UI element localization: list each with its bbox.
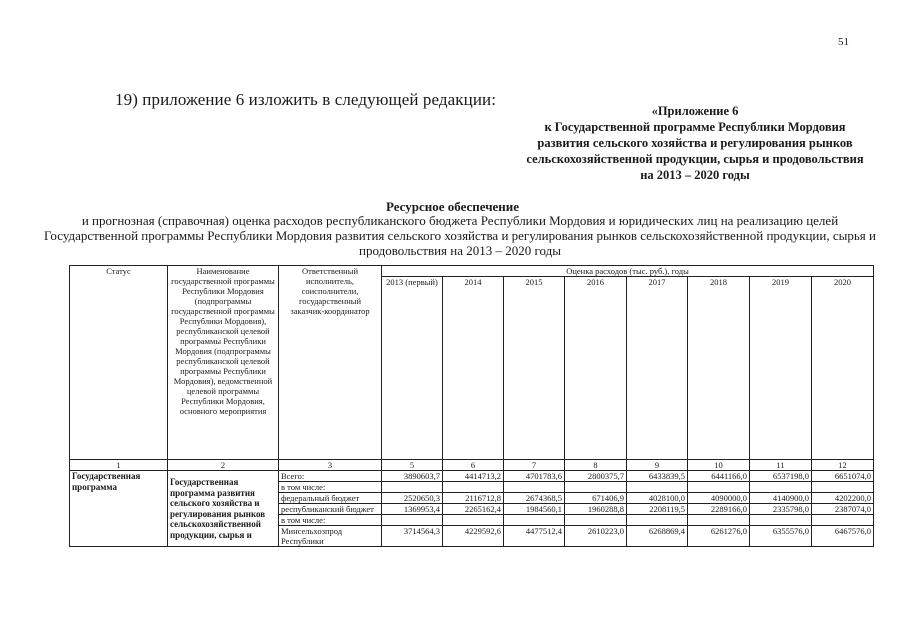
column-number: 5	[382, 460, 443, 471]
value-cell	[750, 515, 812, 526]
value-cell: 6537198,0	[750, 471, 812, 482]
value-cell: 2335798,0	[750, 504, 812, 515]
value-cell: 4140900,0	[750, 493, 812, 504]
header-name: Наименование государственной программы Республики Мордовия (подпрограммы государственной программы Республики Мордовия), республиканской целевой программы Республики Мордовия (подпрограммы республиканской целевой программы Республики Мордовия), ведомственной целевой программы Республики Мордовия, основного мероприятия	[168, 266, 279, 460]
value-cell	[688, 515, 750, 526]
header-year: 2016	[565, 277, 627, 460]
column-number-row	[70, 460, 874, 471]
appendix-line: на 2013 – 2020 годы	[640, 168, 750, 182]
value-cell: 3890603,7	[382, 471, 443, 482]
value-cell: 671406,9	[565, 493, 627, 504]
value-cell: 6261276,0	[688, 526, 750, 547]
value-cell: 2116712,8	[443, 493, 504, 504]
value-cell: 4701783,6	[504, 471, 565, 482]
value-cell: 4229592,6	[443, 526, 504, 547]
value-cell: 3714564,3	[382, 526, 443, 547]
value-cell	[565, 515, 627, 526]
column-number: 8	[565, 460, 627, 471]
value-cell: 6651074,0	[812, 471, 874, 482]
header-year: 2015	[504, 277, 565, 460]
column-number: 10	[688, 460, 750, 471]
program-status: Государственная программа	[70, 471, 168, 547]
value-cell	[565, 482, 627, 493]
value-cell: 2800375,7	[565, 471, 627, 482]
value-cell: 4090000,0	[688, 493, 750, 504]
resource-title: Ресурсное обеспечение	[385, 199, 520, 214]
header-estimate: Оценка расходов (тыс. руб.), годы	[382, 266, 874, 277]
value-cell	[443, 515, 504, 526]
column-number: 2	[168, 460, 279, 471]
column-number: 12	[812, 460, 874, 471]
value-cell: 6441166,0	[688, 471, 750, 482]
value-cell: 2520650,3	[382, 493, 443, 504]
header-row	[70, 266, 874, 277]
intro-line: 19) приложение 6 изложить в следующей редакции:	[115, 90, 497, 109]
resource-table	[69, 265, 874, 547]
row-label: в том числе:	[279, 482, 382, 493]
appendix-line: к Государственной программе Республики Мордовия	[544, 120, 846, 134]
value-cell: 1960288,8	[565, 504, 627, 515]
value-cell: 4477512,4	[504, 526, 565, 547]
column-number: 6	[443, 460, 504, 471]
value-cell	[382, 515, 443, 526]
page-number: 51	[838, 36, 849, 48]
header-year: 2013 (первый)	[382, 277, 443, 460]
row-label: республиканский бюджет	[279, 504, 382, 515]
value-cell: 2289166,0	[688, 504, 750, 515]
value-cell	[627, 482, 688, 493]
row-label: в том числе:	[279, 515, 382, 526]
header-year: 2020	[812, 277, 874, 460]
value-cell: 2387074,0	[812, 504, 874, 515]
column-number: 1	[70, 460, 168, 471]
header-year: 2019	[750, 277, 812, 460]
table-row	[70, 471, 874, 482]
column-number: 7	[504, 460, 565, 471]
appendix-line: «Приложение 6	[651, 104, 739, 118]
value-cell: 4414713,2	[443, 471, 504, 482]
value-cell	[812, 482, 874, 493]
value-cell	[750, 482, 812, 493]
value-cell: 2208119,5	[627, 504, 688, 515]
column-number: 9	[627, 460, 688, 471]
header-year: 2017	[627, 277, 688, 460]
column-number: 11	[750, 460, 812, 471]
value-cell: 4028100,0	[627, 493, 688, 504]
value-cell	[688, 482, 750, 493]
value-cell: 6355576,0	[750, 526, 812, 547]
value-cell: 1369953,4	[382, 504, 443, 515]
appendix-line: сельскохозяйственной продукции, сырья и продовольствия	[526, 152, 864, 166]
row-label: Всего:	[279, 471, 382, 482]
value-cell: 2674368,5	[504, 493, 565, 504]
value-cell: 6467576,0	[812, 526, 874, 547]
row-label: Минсельхозпрод Республики	[279, 526, 382, 547]
value-cell: 2265162,4	[443, 504, 504, 515]
value-cell	[443, 482, 504, 493]
value-cell	[504, 482, 565, 493]
value-cell	[812, 515, 874, 526]
value-cell	[627, 515, 688, 526]
value-cell	[382, 482, 443, 493]
appendix-heading	[490, 103, 900, 183]
value-cell: 1984560,1	[504, 504, 565, 515]
value-cell: 2610223,0	[565, 526, 627, 547]
column-number: 3	[279, 460, 382, 471]
header-year: 2018	[688, 277, 750, 460]
value-cell: 6268869,4	[627, 526, 688, 547]
row-label: федеральный бюджет	[279, 493, 382, 504]
header-status: Статус	[70, 266, 168, 460]
resource-description: и прогнозная (справочная) оценка расходов республиканского бюджета Республики Мордовия и юридических лиц на реализацию целей Государственной программы Республики Мордовия развития сельского хозяйства и регулирования рынков сельскохозяйственной продукции, сырья и продовольствия на 2013 – 2020 годы	[44, 213, 876, 258]
program-name: Государственная программа развития сельского хозяйства и регулирования рынков сельскохозяйственной продукции, сырья и	[168, 471, 279, 547]
value-cell: 6433839,5	[627, 471, 688, 482]
header-executor: Ответственный исполнитель, соисполнители, государственный заказчик-координатор	[279, 266, 382, 460]
value-cell	[504, 515, 565, 526]
header-year: 2014	[443, 277, 504, 460]
appendix-line: развития сельского хозяйства и регулирования рынков	[537, 136, 853, 150]
value-cell: 4202200,0	[812, 493, 874, 504]
